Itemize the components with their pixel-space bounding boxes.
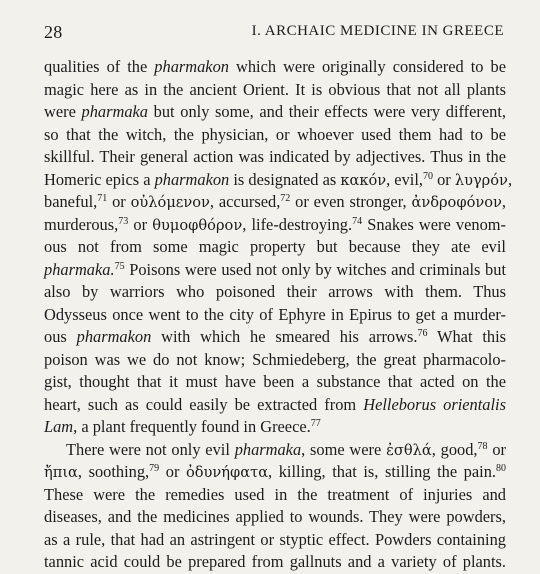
- text-run: , accursed,: [209, 192, 281, 211]
- text-run: ,: [501, 192, 506, 211]
- footnote-ref: 70: [422, 170, 433, 182]
- text-run: , a plant frequently found in Greece.: [73, 417, 311, 436]
- text-run: baneful,: [44, 192, 98, 211]
- text-run: magic here as in the ancient Orient. It is obvious that not all plants: [44, 79, 506, 99]
- text-run: , soothing,: [77, 462, 150, 481]
- text-run: but only some, and their effects were very different,: [147, 102, 506, 121]
- text-run: , evil,: [386, 169, 423, 189]
- italic-term: Helleborus orientalis: [363, 394, 506, 414]
- footnote-ref: 80: [496, 463, 506, 474]
- greek-term: ὀδυνήφατα: [185, 464, 269, 481]
- greek-term: λυγρόν: [454, 171, 508, 189]
- text-line: [44, 506, 506, 529]
- text-line: [44, 259, 506, 282]
- footnote-ref: 76: [417, 328, 428, 339]
- text-run: or: [159, 462, 186, 481]
- italic-term: pharmakon: [76, 327, 152, 346]
- text-run: skillful. Their general action was indicated by adjectives. Thus in the: [44, 147, 506, 166]
- text-line: [44, 101, 506, 124]
- greek-term: κακόν: [340, 171, 387, 189]
- italic-term: Lam: [44, 417, 74, 436]
- running-head: I. ARCHAIC MEDICINE IN GREECE: [251, 23, 504, 39]
- text-line: [44, 349, 506, 372]
- text-run: which were originally considered to be: [228, 57, 506, 76]
- greek-term: ἀνδροφόνον: [411, 194, 502, 211]
- footnote-ref: 75: [114, 260, 125, 272]
- text-line: [44, 416, 506, 439]
- footnote-ref: 71: [97, 193, 108, 204]
- text-run: , life-destroying.: [242, 214, 353, 234]
- text-run: qualities of the: [44, 57, 155, 76]
- text-run: tannic acid could be prepared from gallnuts and a variety of plants.: [44, 552, 506, 571]
- text-run: also by warriors who poisoned their arrows with them. Thus: [44, 282, 506, 301]
- text-run: or: [128, 214, 153, 234]
- text-run: ous: [44, 327, 77, 346]
- text-line: [44, 484, 506, 507]
- text-run: Homeric epics a: [44, 169, 155, 189]
- page-number: 28: [44, 22, 63, 42]
- text-line: [44, 461, 506, 484]
- text-run: or: [432, 169, 455, 189]
- text-line: [44, 529, 506, 552]
- text-run: were: [44, 102, 82, 121]
- text-run: so that the witch, the physician, or whoever used them had to be: [44, 124, 506, 144]
- footnote-ref: 78: [477, 440, 488, 452]
- text-run: There were not only evil: [66, 439, 235, 459]
- footnote-ref: 79: [149, 463, 160, 474]
- footnote-ref: 77: [310, 418, 321, 429]
- text-run: , killing, that is, stilling the pain.: [268, 462, 496, 481]
- text-run: murderous,: [44, 214, 119, 234]
- body-text: [44, 56, 513, 574]
- text-run: gist, thought that it must have been a substance that acted on the: [44, 372, 506, 391]
- text-run: Snakes were venom-: [362, 214, 506, 234]
- italic-term: pharmakon: [154, 57, 229, 76]
- text-run: or: [487, 439, 506, 459]
- greek-term: ἤπια: [44, 464, 78, 481]
- text-line: [44, 169, 513, 192]
- text-line: [44, 191, 506, 214]
- italic-term: pharmaka: [81, 102, 148, 121]
- text-line: [44, 124, 506, 147]
- page-header: [44, 22, 504, 46]
- text-run: Odysseus once went to the city of Ephyre in Epirus to get a murder-: [44, 304, 506, 324]
- text-run: as a rule, that had an astringent or styptic effect. Powders containing: [44, 529, 506, 549]
- footnote-ref: 73: [118, 215, 129, 227]
- text-line: [44, 281, 506, 304]
- text-run: Poisons were used not only by witches and criminals but: [124, 259, 506, 279]
- text-line: [44, 214, 506, 237]
- text-run: , good,: [431, 439, 478, 459]
- greek-term: οὐλόμενον: [130, 194, 210, 211]
- text-line: [44, 79, 506, 102]
- text-line: [44, 236, 506, 259]
- footnote-ref: 72: [280, 193, 291, 204]
- text-run: What this: [427, 327, 507, 346]
- text-line: [44, 394, 506, 417]
- text-line: [44, 439, 506, 462]
- text-line: [44, 304, 506, 327]
- text-run: or: [107, 192, 131, 211]
- text-run: heart, such as could easily be extracted from: [44, 394, 364, 414]
- italic-term: pharmakon: [154, 169, 230, 189]
- text-line: [44, 371, 506, 394]
- text-run: ous not from some magic property but because they ate evil: [44, 237, 506, 256]
- text-run: diseases, and the medicines applied to wounds. They were powders,: [44, 507, 506, 526]
- text-run: , some were: [301, 439, 387, 459]
- italic-term: pharmaka.: [44, 259, 115, 279]
- text-line: [44, 326, 506, 349]
- greek-term: θυμοφθόρον: [152, 216, 243, 234]
- text-line: [44, 551, 506, 574]
- text-line: [44, 56, 506, 79]
- footnote-ref: 74: [352, 215, 363, 227]
- text-run: poison was we do not know; Schmiedeberg, the great pharmacolo-: [44, 349, 506, 369]
- text-run: with which he smeared his arrows.: [151, 327, 418, 346]
- italic-term: pharmaka: [234, 439, 302, 459]
- greek-term: ἐσθλά: [386, 441, 432, 459]
- text-run: is designated as: [229, 169, 341, 189]
- text-line: [44, 146, 506, 169]
- text-run: ,: [507, 169, 513, 189]
- text-run: or even stronger,: [290, 192, 412, 211]
- text-run: These were the remedies used in the treatment of injuries and: [44, 484, 506, 504]
